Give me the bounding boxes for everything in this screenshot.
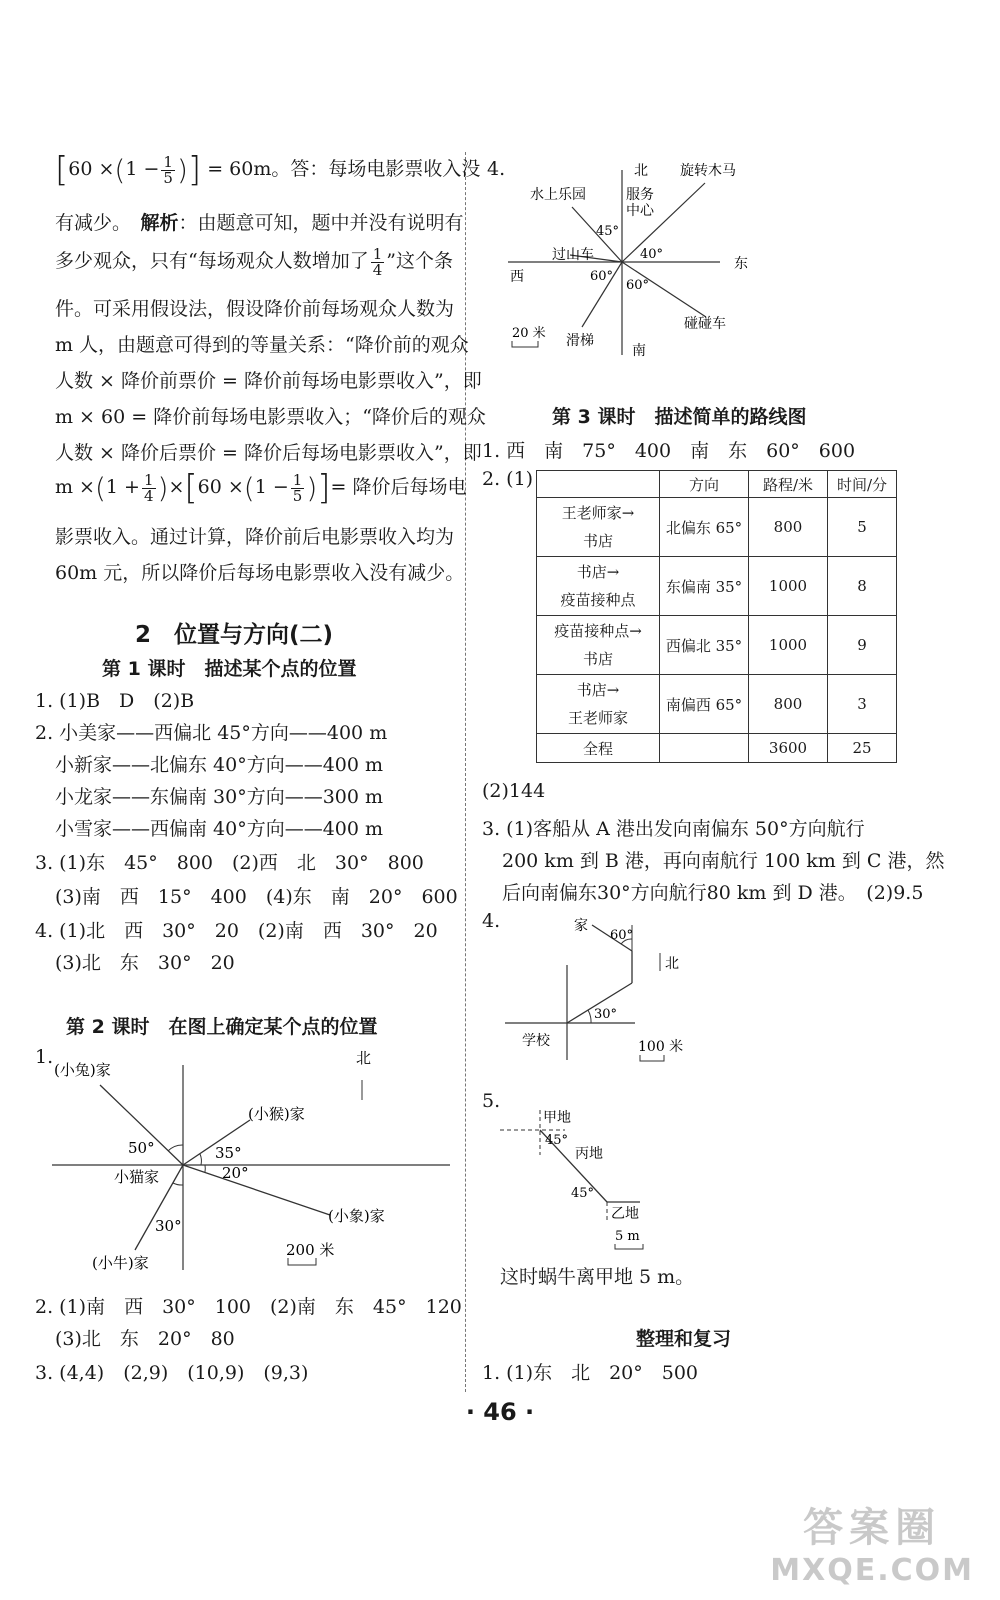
- angle-60-b: 60°: [626, 278, 650, 293]
- snail-route-diagram: [495, 1100, 695, 1250]
- home-school-route-diagram: [500, 905, 720, 1065]
- answer-4-line1: 4. (1)北 西 30° 20 (2)南 西 30° 20: [35, 920, 438, 942]
- service-center-label-2: 中心: [626, 203, 654, 219]
- table-cell: 北偏东 65°: [660, 498, 749, 557]
- scale-label: 100 米: [638, 1039, 684, 1055]
- south-label: 南: [632, 343, 646, 359]
- table-row: [537, 675, 897, 734]
- solution-line-11: 60m 元，所以降价后每场电影票收入没有减少。: [55, 562, 465, 584]
- table-cell: 800: [749, 498, 828, 557]
- park-direction-diagram: [500, 155, 770, 360]
- table-header: 时间/分: [828, 471, 897, 498]
- review-answer-1: 1. (1)东 北 20° 500: [482, 1362, 699, 1384]
- angle-45-a: 45°: [545, 1133, 569, 1148]
- review-title: 整理和复习: [636, 1328, 732, 1350]
- answer-2-2-line2: (3)北 东 20° 80: [55, 1328, 235, 1350]
- question-2-1-number: 1.: [35, 1046, 54, 1068]
- solution-line-1: [60 ×(1 − $\frac{1}{5}$ )] = 60m。答：每场电影票收入没: [55, 150, 481, 190]
- angle-60-a: 60°: [590, 269, 614, 284]
- rabbit-home-label: (小兔)家: [54, 1061, 111, 1079]
- coaster-label: 过山车: [552, 247, 594, 263]
- scale-label: 20 米: [512, 326, 546, 341]
- north-label: 北: [634, 163, 648, 179]
- solution-line-9: m ×(1 + $\frac{1}{4}$ )×[60 ×(1 − $\frac{1}{5}$ )]= 降价后每场电: [55, 468, 467, 508]
- school-label: 学校: [522, 1033, 550, 1049]
- solution-line-3: 多少观众，只有“每场观众人数增加了 $\frac{1}{4}$ ”这个条: [55, 244, 453, 279]
- answer-3-line1: 3. (1)东 45° 800 (2)西 北 30° 800: [35, 852, 424, 874]
- solution-line-7: m × 60 = 降价前每场电影票收入；“降价后的观众: [55, 406, 486, 428]
- table-cell: 西偏北 35°: [660, 616, 749, 675]
- lesson3-answer-3-line2: 200 km 到 B 港，再向南航行 100 km 到 C 港，然: [502, 850, 945, 872]
- table-cell: 南偏西 65°: [660, 675, 749, 734]
- scale-label: 5 m: [615, 1229, 640, 1244]
- solution-line-8: 人数 × 降价后票价 = 降价后每场电影票收入”，即: [55, 442, 482, 464]
- table-cell-total-time: 25: [828, 734, 897, 763]
- angle-50: 50°: [128, 1139, 155, 1157]
- page-number: · 46 ·: [465, 1398, 535, 1426]
- table-row: [537, 498, 897, 557]
- angle-35: 35°: [215, 1144, 242, 1162]
- answer-2-2-line1: 2. (1)南 西 30° 100 (2)南 东 45° 120: [35, 1296, 462, 1318]
- table-cell-route: 书店→ 王老师家: [537, 675, 660, 734]
- answer-1: 1. (1)B D (2)B: [35, 690, 195, 712]
- position-diagram-cat: [40, 1045, 460, 1285]
- angle-30: 30°: [155, 1217, 182, 1235]
- cow-home-label: (小牛)家: [92, 1254, 149, 1272]
- table-row: [537, 557, 897, 616]
- table-cell: 8: [828, 557, 897, 616]
- table-cell-route: 书店→ 疫苗接种点: [537, 557, 660, 616]
- service-center-label-1: 服务: [626, 187, 654, 203]
- table-cell-route: 王老师家→ 书店: [537, 498, 660, 557]
- carousel-label: 旋转木马: [680, 163, 736, 179]
- lesson3-answer-1: 1. 西 南 75° 400 南 东 60° 600: [482, 440, 856, 462]
- table-header: 路程/米: [749, 471, 828, 498]
- question-r5-number: 5.: [482, 1090, 501, 1112]
- answer-2-line2: 小新家——北偏东 40°方向——400 m: [55, 754, 384, 776]
- answer-4-line2: (3)北 东 30° 20: [55, 952, 235, 974]
- place-yi-label: 乙地: [611, 1206, 639, 1222]
- answer-2-line1: 2. 小美家——西偏北 45°方向——400 m: [35, 722, 388, 744]
- angle-30: 30°: [594, 1007, 618, 1022]
- solution-line-5: m 人，由题意可得到的等量关系：“降价前的观众: [55, 334, 469, 356]
- question-r4b-number: 4.: [482, 910, 501, 932]
- north-label: 北: [356, 1049, 372, 1067]
- lesson2-title: 第 2 课时 在图上确定某个点的位置: [66, 1016, 378, 1038]
- place-jia-label: 甲地: [543, 1110, 571, 1126]
- answer-2-3: 3. (4,4) (2,9) (10,9) (9,3): [35, 1362, 309, 1384]
- question-r4-number: 4.: [487, 158, 506, 180]
- solution-line-4: 件。可采用假设法，假设降价前每场观众人数为: [55, 298, 455, 320]
- section-title: 2 位置与方向(二): [135, 622, 334, 648]
- table-cell-total-dist: 3600: [749, 734, 828, 763]
- table-cell: 1000: [749, 557, 828, 616]
- lesson3-title: 第 3 课时 描述简单的路线图: [552, 406, 807, 428]
- elephant-home-label: (小象)家: [328, 1207, 385, 1225]
- solution-line-10: 影票收入。通过计算，降价前后电影票收入均为: [55, 526, 455, 548]
- water-park-label: 水上乐园: [530, 187, 586, 203]
- lesson3-answer-2-2: (2)144: [482, 780, 546, 802]
- slide-label: 滑梯: [566, 333, 594, 349]
- table-header-row: [537, 471, 897, 498]
- angle-60: 60°: [610, 928, 634, 943]
- table-cell: 800: [749, 675, 828, 734]
- table-cell: 9: [828, 616, 897, 675]
- lesson3-answer-3-line1: 3. (1)客船从 A 港出发向南偏东 50°方向航行: [482, 818, 865, 840]
- east-label: 东: [734, 256, 748, 272]
- table-cell-route: 疫苗接种点→ 书店: [537, 616, 660, 675]
- solution-line-2: 有减少。 解析：由题意可知，题中并没有说明有: [55, 212, 464, 234]
- place-bing-label: 丙地: [575, 1146, 603, 1162]
- cat-home-label: 小猫家: [114, 1168, 160, 1186]
- answer-3-line2: (3)南 西 15° 400 (4)东 南 20° 600: [55, 886, 458, 908]
- angle-45-b: 45°: [571, 1186, 595, 1201]
- scale-label: 200 米: [286, 1241, 335, 1259]
- monkey-home-label: (小猴)家: [248, 1105, 305, 1123]
- lesson1-title: 第 1 课时 描述某个点的位置: [102, 658, 357, 680]
- answer-2-line4: 小雪家——西偏南 40°方向——400 m: [55, 818, 384, 840]
- table-cell: 东偏南 35°: [660, 557, 749, 616]
- table-header: 方向: [660, 471, 749, 498]
- solution-line-6: 人数 × 降价前票价 = 降价前每场电影票收入”，即: [55, 370, 482, 392]
- west-label: 西: [510, 269, 524, 285]
- table-cell-total-label: 全程: [537, 734, 660, 763]
- table-total-row: [537, 734, 897, 763]
- table-row: [537, 616, 897, 675]
- route-table: [536, 470, 897, 763]
- north-label: 北: [665, 956, 679, 972]
- table-cell-blank: [660, 734, 749, 763]
- table-header-empty: [537, 471, 660, 498]
- watermark-line-2: MXQE.COM: [770, 1553, 974, 1588]
- lesson3-answer-3-line3: 后向南偏东30°方向航行80 km 到 D 港。 (2)9.5: [502, 882, 924, 904]
- lesson3-answer-2-label: 2. (1): [482, 468, 534, 490]
- answer-2-line3: 小龙家——东偏南 30°方向——300 m: [55, 786, 384, 808]
- bumper-car-label: 碰碰车: [684, 316, 726, 332]
- watermark-line-1: 答案圈: [803, 1505, 942, 1551]
- angle-20: 20°: [222, 1164, 249, 1182]
- watermark: [770, 1496, 974, 1588]
- angle-40: 40°: [640, 247, 664, 262]
- table-cell: 1000: [749, 616, 828, 675]
- angle-45: 45°: [596, 224, 620, 239]
- home-label: 家: [574, 918, 588, 934]
- table-cell: 3: [828, 675, 897, 734]
- snail-answer: 这时蜗牛离甲地 5 m。: [500, 1266, 695, 1288]
- table-cell: 5: [828, 498, 897, 557]
